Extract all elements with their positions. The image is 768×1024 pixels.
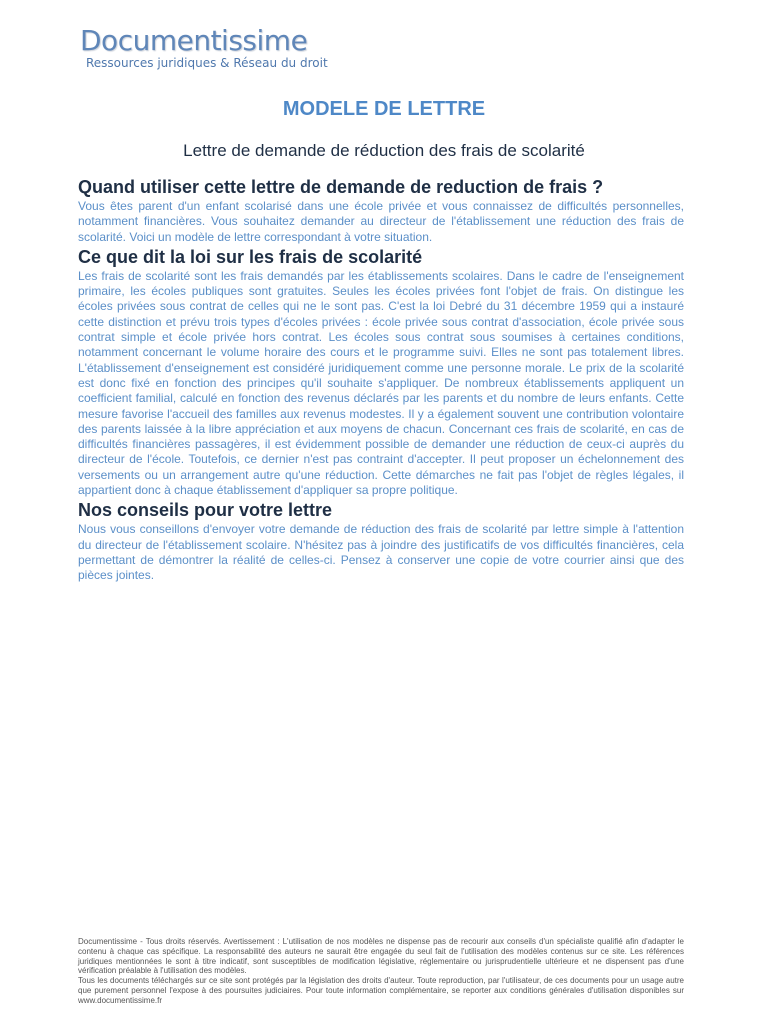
section-body: Vous êtes parent d'un enfant scolarisé dans une école privée et vous connaissez de difficultés personnelles, notamment financières. Vous souhaitez demander au directeur de l'établissement une réduction des frais de scolarité. Voici un modèle de lettre correspondant à votre situation. [78, 199, 684, 244]
section-body: Les frais de scolarité sont les frais demandés par les établissements scolaires. Dans le cadre de l'enseignement primaire, les écoles publiques sont gratuites. Seules les écoles privées font l'objet de frais. On distingue les écoles privées sous contrat de celles qui ne le sont pas. C'est la loi Debré du 31 décembre 1959 qui a instauré cette distinction et prévu trois types d'écoles privées : école privée sous contrat d'association, école privée sous contrat simple et école privée hors contrat. Les écoles sous contrat sous soumises à certaines conditions, notamment concernant le volume horaire des cours et le programme suivi. Elles ne sont pas totalement libres. L'établissement d'enseignement est considéré juridiquement comme une personne morale. Le prix de la scolarité est donc fixé en fonction des principes qu'il souhaite s'appliquer. De nombreux établissements appliquent un coefficient familial, calculé en fonction des revenus déclarés par les parents et du nombre de leurs enfants. Cette mesure favorise l'accueil des familles aux revenus modestes. Il y a également souvent une contribution volontaire des parents laissée à la libre appréciation et aux moyens de chacun. Concernant ces frais de scolarité, en cas de difficultés financières passagères, il est évidemment possible de demander une réduction de ceux-ci auprès du directeur de l'école. Toutefois, ce dernier n'est pas contraint d'accepter. Il peut proposer un échelonnement des versements ou un arrangement autre qu'une réduction. Cette démarches ne fait pas l'objet de règles légales, il appartient donc à chaque établissement d'appliquer sa propre politique. [78, 268, 684, 498]
section-heading: Ce que dit la loi sur les frais de scolarité [78, 246, 423, 267]
document-title: Lettre de demande de réduction des frais de scolarité [183, 141, 585, 160]
footer-disclaimer: Documentissime - Tous droits réservés. Avertissement : L'utilisation de nos modèles ne dispense pas de recourir aux conseils d'un spécialiste qualifié afin d'adapter le contenu à chaque cas spécifique. La responsabilité des auteurs ne saurait être engagée du seul fait de l'utilisation des modèles contenus sur ce site. Les références juridiques mentionnées le sont à titre indicatif, sont susceptibles de modification législative, réglementaire ou jurisprudentielle ultérieure et ne dispensent pas d'une vérification préalable à l'utilisation des modèles. [78, 937, 684, 976]
section-advice [78, 498, 684, 583]
section-heading: Quand utiliser cette lettre de demande de reduction de frais ? [78, 177, 604, 197]
section-usage [78, 175, 684, 245]
section-law [78, 245, 684, 498]
section-body: Nous vous conseillons d'envoyer votre demande de réduction des frais de scolarité par lettre simple à l'attention du directeur de l'établissement scolaire. N'hésitez pas à joindre des justificatifs de vos difficultés financières, cela permettant de démontrer la réalité de celles-ci. Pensez à conserver une copie de votre courrier ainsi que des pièces jointes. [78, 522, 684, 583]
section-heading: Nos conseils pour votre lettre [78, 500, 333, 521]
brand-tagline: Ressources juridiques & Réseau du droit [86, 56, 328, 70]
brand-name: Documentissime [80, 24, 308, 57]
document-content [78, 175, 684, 584]
document-type: MODELE DE LETTRE [282, 98, 486, 120]
footer-legal [78, 937, 684, 1006]
footer-copyright: Tous les documents téléchargés sur ce site sont protégés par la législation des droits d'auteur. Toute reproduction, par l'utilisateur, de ces documents pour un usage autre que purement personnel l'expose à des poursuites judiciaires. Pour toute information complémentaire, se reporter aux conditions générales d'utilisation disponibles sur www.documentissime.fr [78, 976, 684, 1005]
brand-logo [80, 24, 328, 70]
